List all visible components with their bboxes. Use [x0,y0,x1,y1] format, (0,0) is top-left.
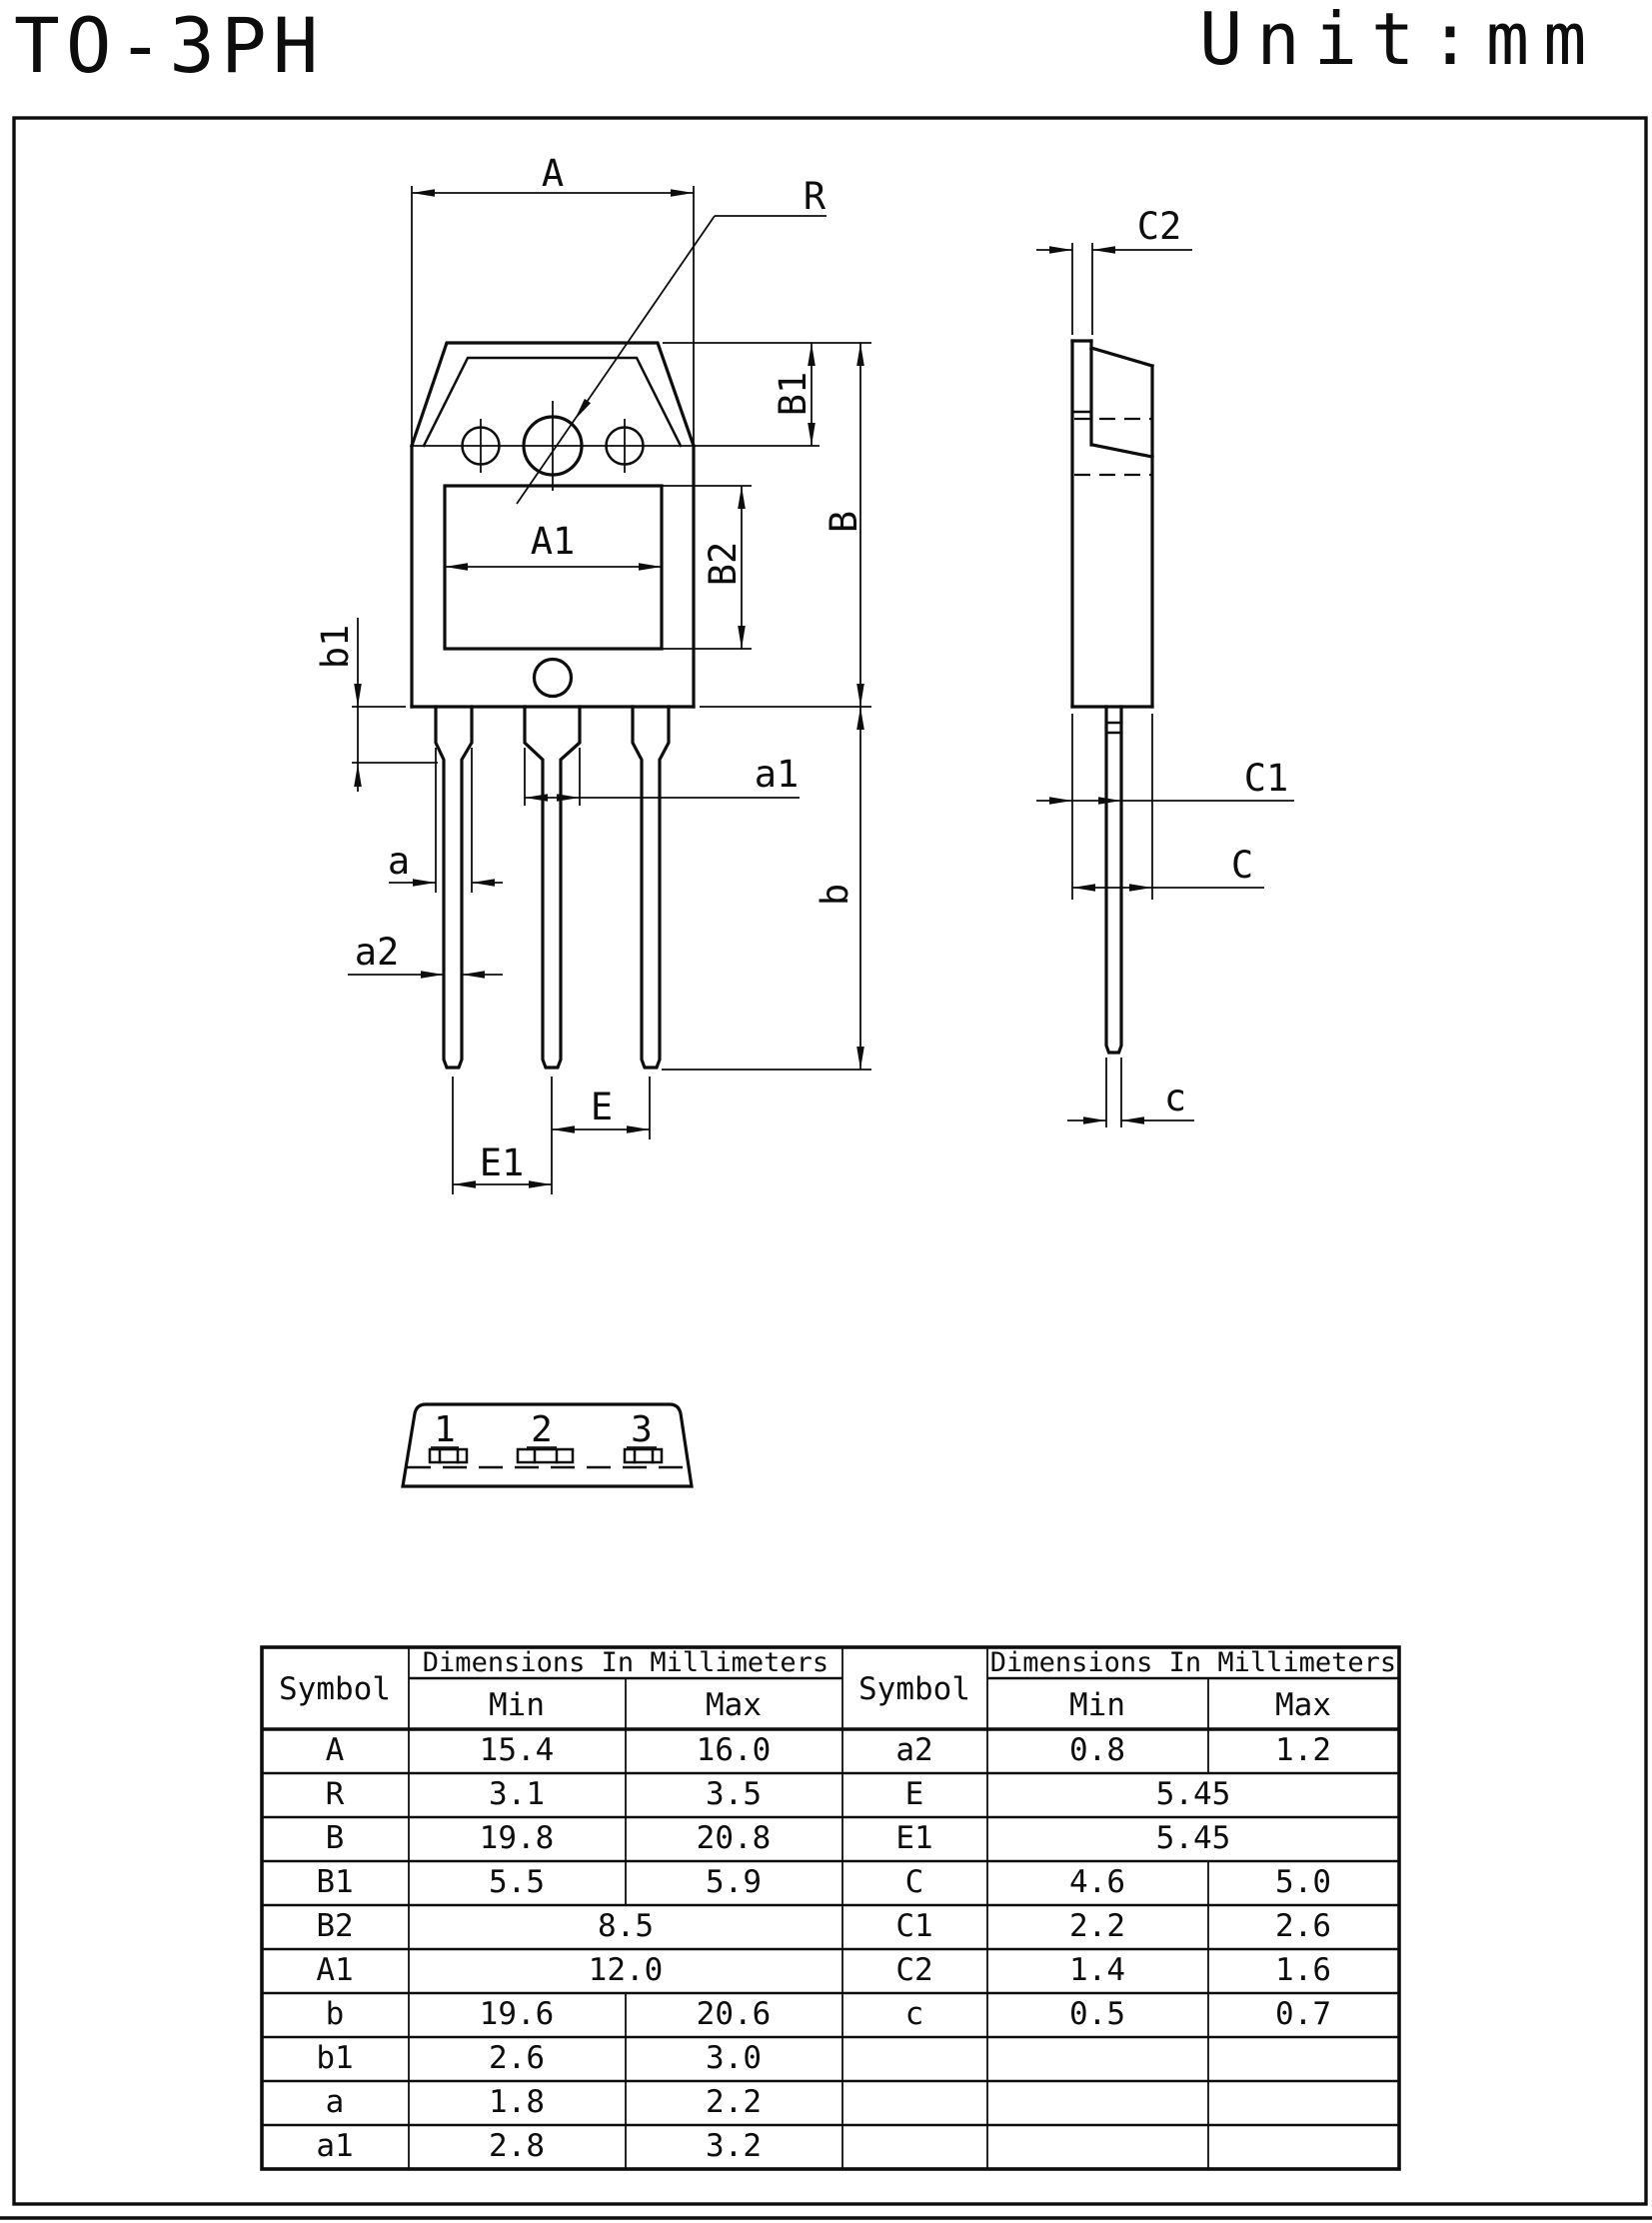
header-max-right: Max [1275,1687,1331,1723]
dim-label-b: b [814,883,856,907]
table-cell: 1.6 [1275,1952,1331,1988]
table-cell: A [325,1732,345,1768]
pin-1 [436,707,472,1068]
dim-label-a1: a1 [754,753,800,796]
table-cell: 2.6 [1275,1908,1331,1944]
table-cell: 1.8 [489,2084,545,2120]
dim-label-E: E [590,1086,614,1128]
dim-label-A1: A1 [530,520,576,563]
table-cell-span: 5.45 [1155,1776,1231,1812]
dim-label-C1: C1 [1243,757,1289,800]
table-cell: R [325,1776,345,1812]
dim-label-B2: B2 [702,541,745,587]
table-cell: a2 [895,1732,933,1768]
table-cell: 19.8 [479,1820,555,1856]
bottom-view [403,1404,692,1486]
side-body-outline [1072,341,1152,707]
table-cell-span: 12.0 [588,1952,664,1988]
pin-number-1: 1 [434,1409,456,1450]
pin-3 [633,707,669,1068]
table-cell: 1.4 [1069,1952,1125,1988]
bottom-pin-sections [430,1449,662,1462]
table-cell: 2.2 [706,2084,762,2120]
dim-label-A: A [541,152,565,195]
table-cell: 3.2 [706,2128,762,2164]
pin-2 [525,707,580,1068]
side-pin [1106,707,1121,1053]
dim-label-b1: b1 [314,624,357,670]
header-min-left: Min [489,1687,545,1723]
table-cell: 16.0 [696,1732,772,1768]
table-cell: 5.0 [1275,1864,1331,1900]
table-cell: 3.5 [706,1776,762,1812]
table-cell: 2.8 [489,2128,545,2164]
page-frame [0,118,1652,2218]
table-cell: B2 [316,1908,354,1944]
dim-label-B: B [823,510,865,534]
table-cell: 2.2 [1069,1908,1125,1944]
table-cell: a [325,2084,345,2120]
table-cell: 3.1 [489,1776,545,1812]
header-dims-left: Dimensions In Millimeters [422,1647,829,1678]
lower-hole [535,660,572,697]
dim-label-C: C [1230,844,1254,887]
unit-label: Unit:mm [1199,0,1601,81]
dim-label-c: c [1163,1077,1187,1119]
dim-label-C2: C2 [1136,205,1182,248]
table-headers [279,1647,1396,1723]
side-witness-lines [1072,243,1152,1127]
side-dimension-labels [1137,205,1289,1119]
table-cell: a1 [316,2128,354,2164]
dimensions-table [262,1647,1399,2169]
table-right-cells [895,1732,1331,2032]
table-cell-span: 5.45 [1155,1820,1231,1856]
table-cell: 4.6 [1069,1864,1125,1900]
dim-label-a2: a2 [354,931,400,974]
table-cell: b1 [316,2040,354,2076]
dim-label-B1: B1 [772,371,815,417]
table-cell: 15.4 [479,1732,555,1768]
front-witness-lines [352,186,871,1194]
table-cell: B [325,1820,345,1856]
table-cell: A1 [316,1952,354,1988]
pin-number-2: 2 [531,1409,553,1450]
table-cell: C1 [895,1908,933,1944]
pin-number-3: 3 [631,1409,653,1450]
table-cell: B1 [316,1864,354,1900]
header-dims-right: Dimensions In Millimeters [989,1647,1397,1678]
dim-label-E1: E1 [479,1141,525,1184]
table-cell: 5.5 [489,1864,545,1900]
table-cell: 0.7 [1275,1996,1331,2032]
table-cell: C [904,1864,924,1900]
table-cell: 2.6 [489,2040,545,2076]
header-symbol-right: Symbol [858,1671,970,1707]
table-cell: 0.8 [1069,1732,1125,1768]
header-symbol-left: Symbol [279,1671,391,1707]
table-cell: 19.6 [479,1996,555,2032]
table-cell: C2 [895,1952,933,1988]
table-cell: 20.8 [696,1820,772,1856]
table-cell: E [904,1776,924,1812]
dim-label-R: R [803,175,826,218]
table-cell: E1 [895,1820,933,1856]
table-cell: c [904,1996,924,2032]
front-view [314,152,871,1194]
table-cell: 1.2 [1275,1732,1331,1768]
page-title: TO-3PH [14,1,325,90]
bottom-pin-numbers [431,1409,657,1450]
side-pin-crimp-marks [1106,723,1121,733]
table-cell: 20.6 [696,1996,772,2032]
front-dimension-labels [314,152,865,1184]
table-cell: 3.0 [706,2040,762,2076]
table-cell: b [325,1996,345,2032]
dim-label-a: a [387,840,411,883]
table-cell-span: 8.5 [598,1908,654,1944]
header-max-left: Max [706,1687,762,1723]
header-min-right: Min [1069,1687,1125,1723]
table-cell: 5.9 [706,1864,762,1900]
table-cell: 0.5 [1069,1996,1125,2032]
side-view [1036,205,1294,1127]
side-dimension-lines [1036,250,1294,1120]
table-grid [262,1647,1399,2169]
